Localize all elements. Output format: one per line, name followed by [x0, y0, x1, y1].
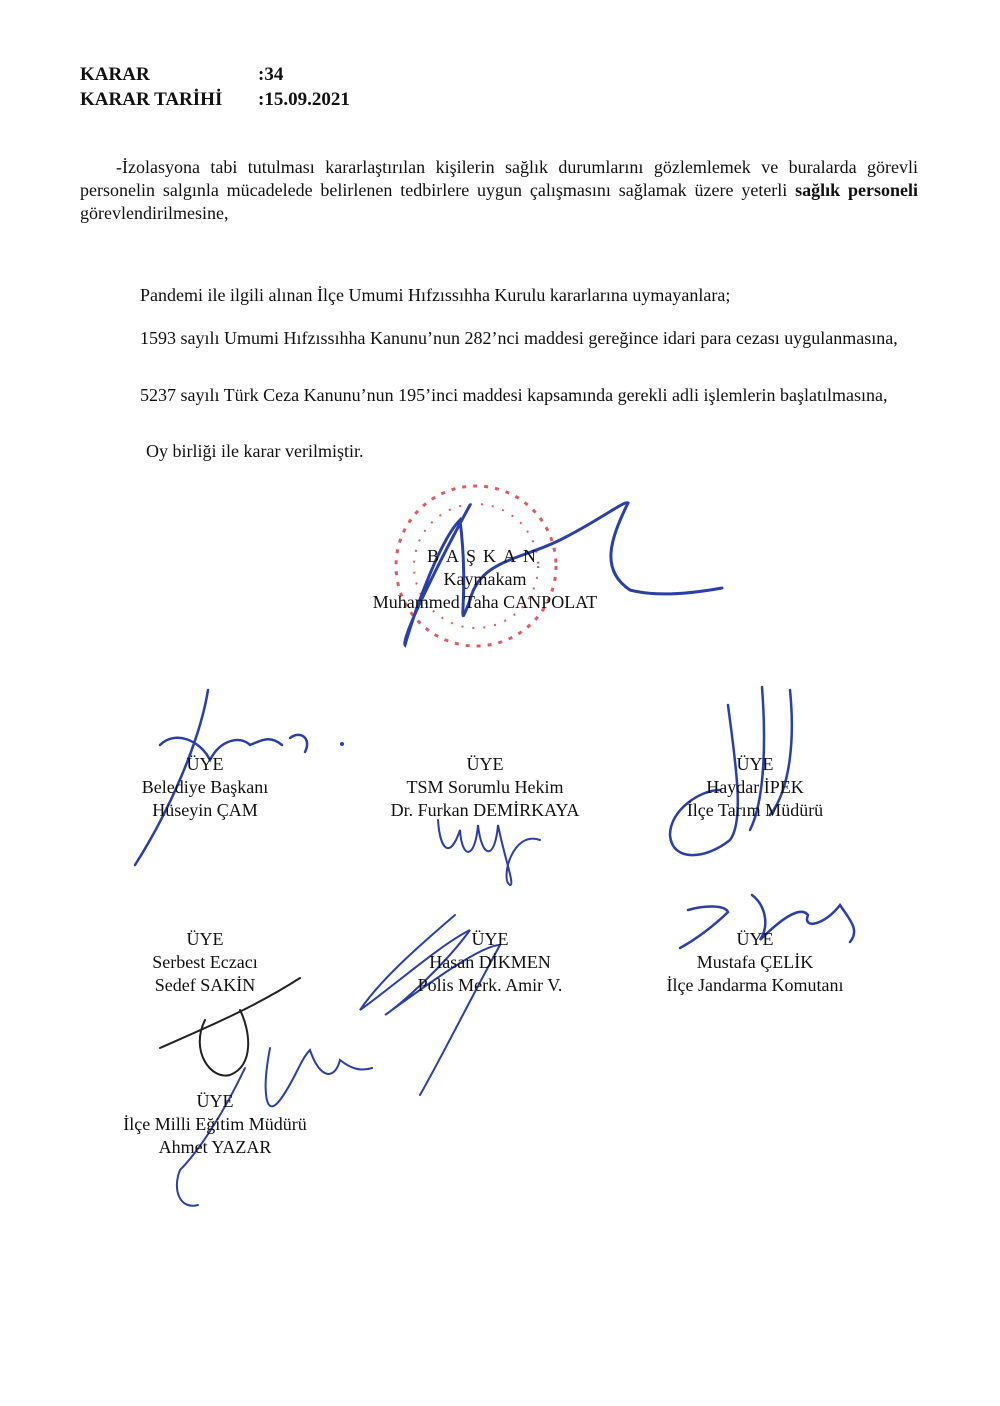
- signature-block-tsm: [360, 753, 610, 822]
- paragraph-fine: 1593 sayılı Umumi Hıfzıssıhha Kanunu’nun 282’nci maddesi gereğince idari para cezası uygulanmasına,: [140, 328, 898, 348]
- egitim-role: İlçe Milli Eğitim Müdürü: [123, 1114, 307, 1134]
- belediye-title: ÜYE: [186, 754, 224, 774]
- paragraph-criminal: 5237 sayılı Türk Ceza Kanunu’nun 195’inci maddesi kapsamında gerekli adli işlemlerin başlatılmasına,: [140, 385, 888, 405]
- polis-role: Polis Merk. Amir V.: [417, 975, 563, 995]
- polis-title: ÜYE: [471, 929, 509, 949]
- jandarma-role: İlçe Jandarma Komutanı: [666, 975, 844, 995]
- polis-name: Hasan DİKMEN: [429, 952, 551, 972]
- belediye-role: Belediye Başkanı: [141, 777, 269, 797]
- tarim-role: İlçe Tarım Müdürü: [686, 800, 824, 820]
- tsm-role: TSM Sorumlu Hekim: [406, 777, 564, 797]
- egitim-title: ÜYE: [196, 1091, 234, 1111]
- decision-number-row: [80, 62, 350, 87]
- paragraph-isolation-start: -İzolasyona tabi tutulması kararlaştırılan kişilerin sağlık durumlarını gözlemlemek ve buralarda görevli personelin salgınla mücadelede belirlenen tedbirlere uygun çalışmasını sağlamak üzere yeterli: [80, 157, 918, 200]
- paragraph-isolation-bold: sağlık personeli: [795, 180, 919, 200]
- belediye-name: Hüseyin ÇAM: [152, 800, 258, 820]
- tarim-title: ÜYE: [736, 754, 774, 774]
- paragraph-unanimous: Oy birliği ile karar verilmiştir.: [146, 441, 364, 461]
- signature-block-belediye: [120, 753, 290, 822]
- signature-block-jandarma: [630, 928, 880, 997]
- decision-header: [80, 62, 350, 112]
- paragraph-pandemic: Pandemi ile ilgili alınan İlçe Umumi Hıfzıssıhha Kurulu kararlarına uymayanlara;: [140, 285, 731, 305]
- signature-block-tarim: [655, 753, 855, 822]
- tsm-signature-icon: [438, 820, 540, 885]
- eczaci-name: Sedef SAKİN: [154, 975, 256, 995]
- paragraph-isolation: [80, 156, 918, 225]
- tarim-name: Haydar İPEK: [706, 777, 804, 797]
- belediye-signature-dot-icon: [340, 742, 344, 746]
- jandarma-name: Mustafa ÇELİK: [696, 952, 814, 972]
- egitim-name: Ahmet YAZAR: [158, 1137, 272, 1157]
- tsm-name: Dr. Furkan DEMİRKAYA: [390, 800, 580, 820]
- eczaci-title: ÜYE: [186, 929, 224, 949]
- eczaci-role: Serbest Eczacı: [152, 952, 258, 972]
- president-role: Kaymakam: [443, 569, 527, 589]
- paragraph-isolation-end: görevlendirilmesine,: [80, 203, 229, 223]
- signature-block-polis: [385, 928, 595, 997]
- decision-date-row: [80, 87, 350, 112]
- signature-block-president: [330, 545, 640, 614]
- president-name: Muhammed Taha CANPOLAT: [372, 592, 598, 612]
- jandarma-title: ÜYE: [736, 929, 774, 949]
- decision-date-value: :15.09.2021: [258, 89, 350, 110]
- tsm-title: ÜYE: [466, 754, 504, 774]
- decision-number-label: KARAR: [80, 64, 150, 85]
- signature-block-egitim: [90, 1090, 340, 1159]
- decision-date-label: KARAR TARİHİ: [80, 89, 223, 110]
- decision-number-value: :34: [258, 64, 284, 85]
- president-title: BAŞKAN: [426, 546, 543, 566]
- signature-block-eczaci: [120, 928, 290, 997]
